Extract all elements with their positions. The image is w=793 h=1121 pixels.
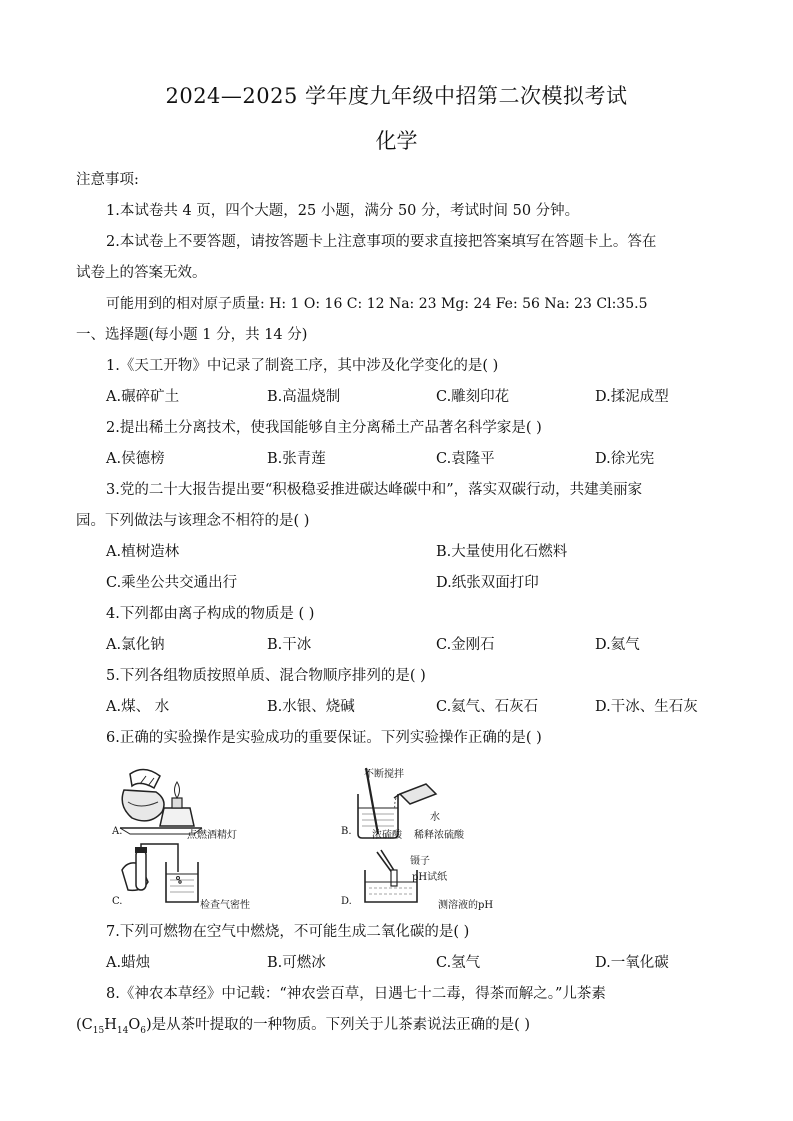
formula-o-sub: 6 — [140, 1025, 146, 1036]
question-4-option-c: C.金刚石 — [436, 637, 495, 653]
figure-b-water-label: 水 — [430, 812, 440, 823]
question-8-stem-tail: 是从茶叶提取的一种物质。下列关于儿茶素说法正确的是( ) — [151, 1017, 531, 1033]
figure-a-letter: A. — [112, 826, 123, 837]
question-3-option-a: A.植树造林 — [106, 544, 180, 560]
question-3-stem-line-2: 园。下列做法与该理念不相符的是( ) — [76, 513, 310, 529]
figure-b-acid-label: 浓硫酸 — [372, 830, 402, 841]
notes-item-1: 1.本试卷共 4 页，四个大题，25 小题，满分 50 分，考试时间 50 分钟。 — [106, 203, 580, 219]
question-7-option-c: C.氢气 — [436, 955, 481, 971]
question-4-option-b: B.干冰 — [267, 637, 312, 653]
question-8-stem-line-2: $(C_{15}H_{14}O_6)$是从茶叶提取的一种物质。下列关于儿茶素说法正确的是( ) — [76, 1017, 531, 1036]
section-1-heading: 一、选择题(每小题 1 分，共 14 分) — [76, 327, 308, 343]
question-4-option-d: D.氦气 — [595, 637, 640, 653]
figure-c-letter: C. — [112, 896, 123, 907]
exam-subject: 化学 — [375, 129, 418, 153]
question-2-stem: 2.提出稀土分离技术，使我国能够自主分离稀土产品著名科学家是( ) — [106, 420, 542, 436]
question-4-option-a: A.氯化钠 — [106, 637, 165, 653]
figure-d-tweezers-label: 镊子 — [410, 856, 430, 867]
exam-title: 2024—2025 学年度九年级中招第二次模拟考试 — [165, 84, 628, 108]
question-3-stem-line-1: 3.党的二十大报告提出要“积极稳妥推进碳达峰碳中和”，落实双碳行动，共建美丽家 — [106, 482, 643, 498]
question-2-option-c: C.袁隆平 — [436, 451, 495, 467]
question-5-option-d: D.干冰、生石灰 — [595, 699, 698, 715]
figure-d-paper-label: pH试纸 — [412, 872, 448, 883]
question-2-option-a: A.侯德榜 — [106, 451, 165, 467]
question-3-option-b: B.大量使用化石燃料 — [436, 544, 568, 560]
question-5-stem: 5.下列各组物质按照单质、混合物顺序排列的是( ) — [106, 668, 426, 684]
question-1-stem: 1.《天工开物》中记录了制瓷工序，其中涉及化学变化的是( ) — [106, 358, 499, 374]
question-5-option-a: A.煤、 水 — [106, 699, 170, 715]
figure-d-letter: D. — [341, 896, 352, 907]
figure-a-flame — [175, 782, 180, 798]
figure-c-airtightness — [118, 842, 208, 908]
formula-c: C — [81, 1017, 93, 1033]
question-1-option-a: A.碾碎矿土 — [106, 389, 180, 405]
question-3-option-d: D.纸张双面打印 — [436, 575, 539, 591]
question-6-stem: 6.正确的实验操作是实验成功的重要保证。下列实验操作正确的是( ) — [106, 730, 542, 746]
question-1-option-b: B.高温烧制 — [267, 389, 341, 405]
notes-item-2-line-2: 试卷上的答案无效。 — [76, 265, 207, 281]
question-1-option-d: D.揉泥成型 — [595, 389, 669, 405]
figure-b-letter: B. — [341, 826, 352, 837]
figure-d-caption: 测溶液的pH — [438, 900, 494, 911]
figure-a-hand-left — [130, 769, 160, 788]
question-7-option-a: A.蜡烛 — [106, 955, 151, 971]
figure-d-ph-paper — [391, 870, 397, 886]
question-4-stem: 4.下列都由离子构成的物质是 ( ) — [106, 606, 315, 622]
question-7-option-b: B.可燃冰 — [267, 955, 326, 971]
formula-c-sub: 15 — [92, 1025, 105, 1036]
question-1-option-c: C.雕刻印花 — [436, 389, 510, 405]
figure-b-bottle — [400, 784, 436, 804]
question-3-option-c: C.乘坐公共交通出行 — [106, 575, 238, 591]
atomic-masses: 可能用到的相对原子质量: H: 1 O: 16 C: 12 Na: 23 Mg: 24 Fe: 56 Na: 23 Cl:35.5 — [106, 296, 648, 312]
figure-c-test-tube — [136, 850, 146, 890]
figure-b-stir-label: 不断搅拌 — [364, 769, 404, 780]
question-5-option-c: C.氦气、石灰石 — [436, 699, 539, 715]
figure-a-caption: 点燃酒精灯 — [187, 830, 237, 841]
figure-c-caption: 检查气密性 — [200, 900, 250, 911]
formula-h-sub: 14 — [116, 1025, 129, 1036]
question-7-option-d: D.一氧化碳 — [595, 955, 669, 971]
notes-item-2-line-1: 2.本试卷上不要答题，请按答题卡上注意事项的要求直接把答案填写在答题卡上。答在 — [106, 234, 657, 250]
figure-a-lamp-right — [160, 808, 194, 826]
notes-heading: 注意事项: — [76, 172, 139, 188]
formula-h: H — [104, 1017, 117, 1033]
question-2-option-d: D.徐光宪 — [595, 451, 655, 467]
figure-c-beaker — [166, 862, 198, 902]
question-5-option-b: B.水银、烧碱 — [267, 699, 355, 715]
question-8-stem-line-1: 8.《神农本草经》中记载：“神农尝百草，日遇七十二毒，得茶而解之。”儿茶素 — [106, 986, 606, 1002]
formula-o: O — [128, 1017, 141, 1033]
question-2-option-b: B.张青莲 — [267, 451, 326, 467]
figure-b-caption: 稀释浓硫酸 — [414, 830, 464, 841]
question-7-stem: 7.下列可燃物在空气中燃烧，不可能生成二氧化碳的是( ) — [106, 924, 470, 940]
